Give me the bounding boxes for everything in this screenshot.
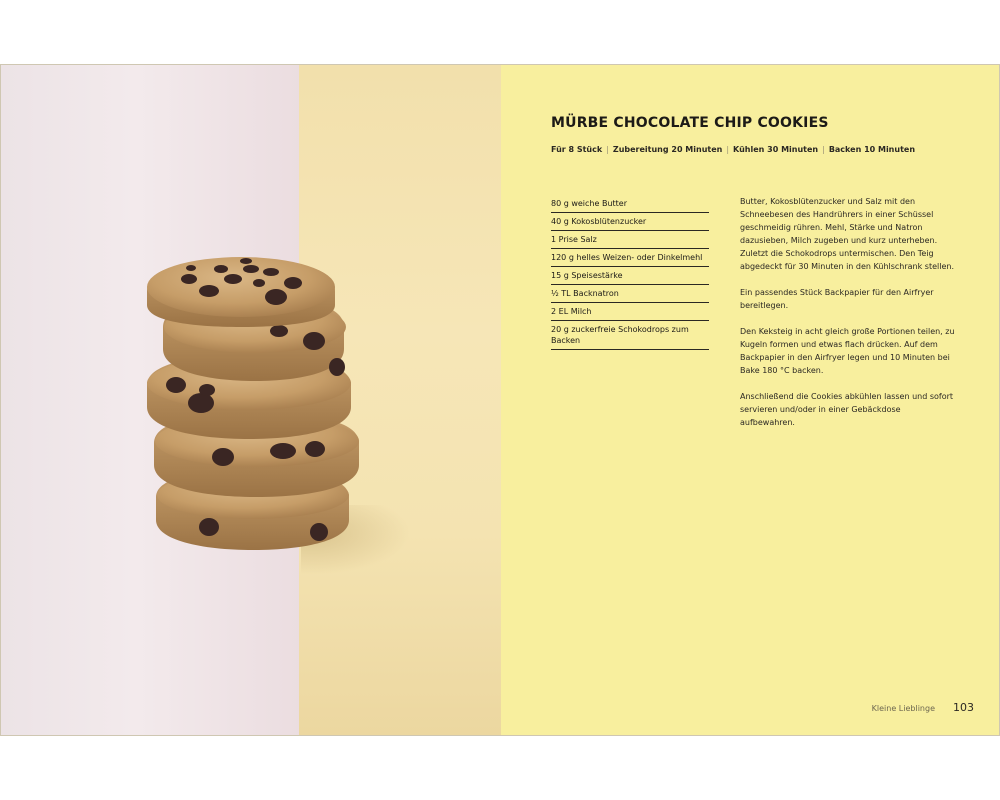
recipe-page — [501, 65, 999, 735]
method-steps — [740, 195, 955, 442]
method-step: Butter, Kokosblütenzucker und Salz mit den Schneebesen des Handrührers in einer Schüssel geschmeidig rühren. Mehl, Stärke und Natron dazusieben, Milch zugeben und kurz unterheben. Zuletzt die Schokodrops untermischen. Den Teig abgedeckt für 30 Minuten in den Kühlschrank stellen. — [740, 197, 955, 271]
meta-prep-time: Zubereitung 20 Minuten — [612, 145, 723, 154]
cookie-1 — [147, 257, 335, 327]
ingredient-item: 40 g Kokosblütenzucker — [551, 213, 709, 231]
meta-chill-time: Kühlen 30 Minuten — [733, 145, 819, 154]
ingredient-item: 120 g helles Weizen- oder Dinkelmehl — [551, 249, 709, 267]
recipe-title: MÜRBE CHOCOLATE CHIP COOKIES — [551, 115, 829, 131]
method-step: Den Keksteig in acht gleich große Portionen teilen, zu Kugeln formen und etwas flach drücken. Auf dem Backpapier in den Airfryer legen und 10 Minuten bei Bake 180 °C backen. — [740, 327, 955, 375]
method-step: Anschließend die Cookies abkühlen lassen und sofort servieren und/oder in einer Gebäckdose aufbewahren. — [740, 392, 954, 427]
meta-separator: | — [606, 145, 609, 154]
cookie-photo — [1, 65, 501, 735]
ingredient-item: 20 g zuckerfreie Schokodrops zum Backen — [551, 321, 709, 350]
ingredient-item: 1 Prise Salz — [551, 231, 709, 249]
meta-separator: | — [726, 145, 730, 154]
method-step: Ein passendes Stück Backpapier für den Airfryer bereitlegen. — [740, 288, 934, 310]
ingredient-item: 2 EL Milch — [551, 303, 709, 321]
ingredient-list — [551, 195, 709, 350]
book-spread — [0, 64, 1000, 736]
recipe-meta — [551, 145, 915, 154]
meta-bake-time: Backen 10 Minuten — [828, 145, 916, 154]
ingredient-item: 80 g weiche Butter — [551, 195, 709, 213]
meta-servings: Für 8 Stück — [551, 145, 603, 154]
cookie-stack-illustration — [1, 65, 501, 735]
ingredient-item: ½ TL Backnatron — [551, 285, 709, 303]
ingredient-item: 15 g Speisestärke — [551, 267, 709, 285]
page-number: 103 — [953, 701, 974, 714]
meta-separator: | — [822, 145, 825, 154]
section-label: Kleine Lieblinge — [871, 704, 935, 713]
